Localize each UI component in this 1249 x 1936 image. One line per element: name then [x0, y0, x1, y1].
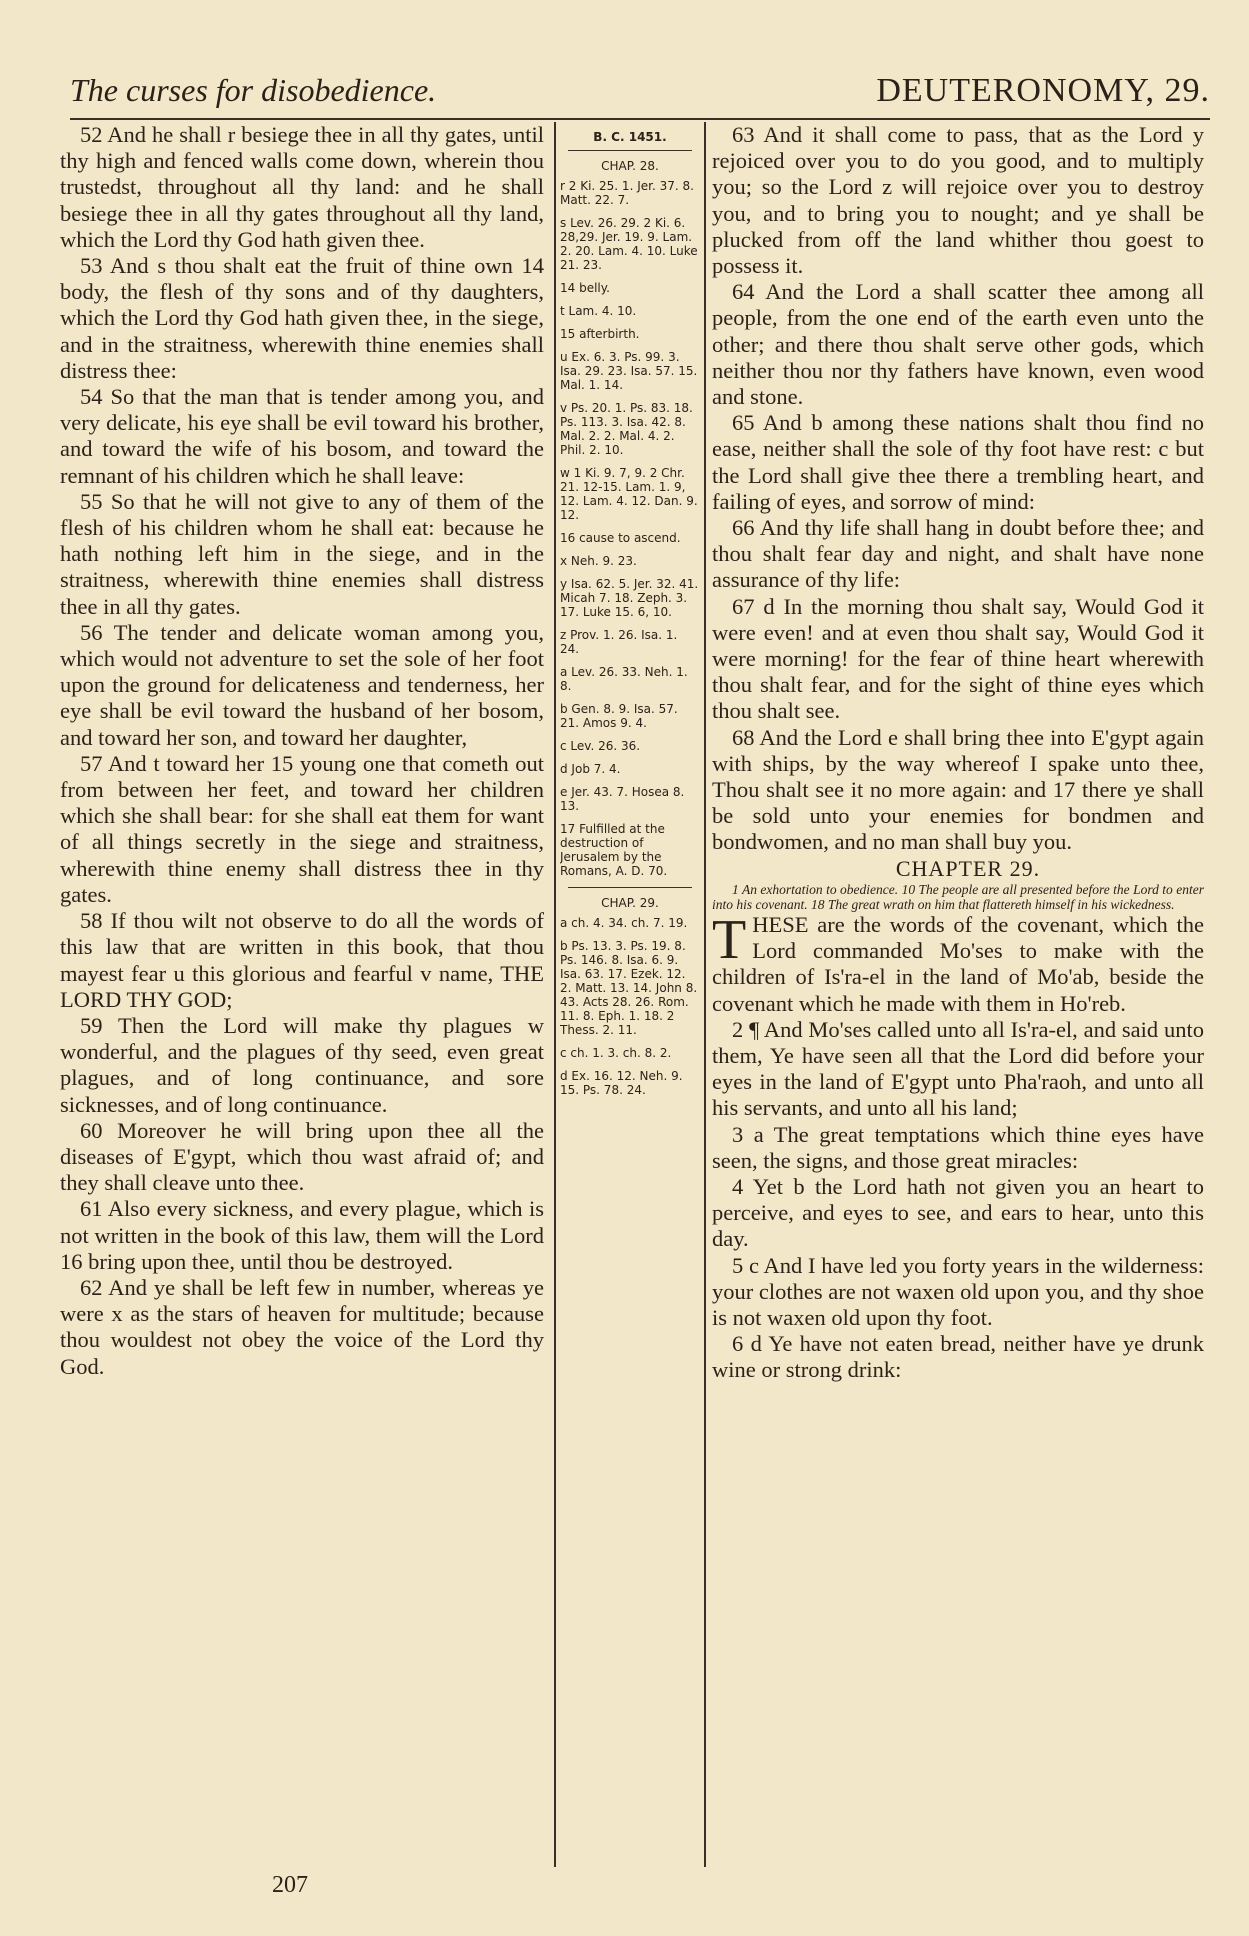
cross-reference: x Neh. 9. 23.: [560, 554, 637, 568]
verse: 54 So that the man that is tender among you, and very delicate, his eye shall be evil toward his brother, and toward the wife of his bosom, and toward the remnant of his children which he shall leave:: [60, 384, 544, 488]
cross-reference: u Ex. 6. 3. Ps. 99. 3. Isa. 29. 23. Isa. 57. 15. Mal. 1. 14.: [560, 350, 698, 392]
verse: 64 And the Lord a shall scatter thee among all people, from the one end of the earth even unto the other; and there thou shalt serve other gods, which neither thou nor thy fathers have known, even wood and stone.: [712, 279, 1204, 410]
cross-reference: b Gen. 8. 9. Isa. 57. 21. Amos 9. 4.: [560, 702, 678, 730]
right-text-column: [712, 122, 1204, 1867]
verse: 62 And ye shall be left few in number, whereas ye were x as the stars of heaven for multitude; because thou wouldest not obey the voice of the Lord thy God.: [60, 1274, 544, 1379]
verse: 6 d Ye have not eaten bread, neither have ye drunk wine or strong drink:: [712, 1331, 1204, 1383]
date-rule: [568, 150, 692, 151]
verse: 66 And thy life shall hang in doubt before thee; and thou shalt fear day and night, and shalt have none assurance of thy life:: [712, 515, 1204, 593]
cross-reference: d Ex. 16. 12. Neh. 9. 15. Ps. 78. 24.: [560, 1069, 683, 1097]
cross-reference: c Lev. 26. 36.: [560, 739, 641, 753]
verse: 55 So that he will not give to any of them of the flesh of his children whom he shall eat: because he hath nothing left him in the siege, and in the straitness, wherewith thine enemies shall distress thee in all thy gates.: [60, 488, 544, 619]
chapter-rule: [568, 887, 692, 888]
cross-reference-column: [560, 124, 700, 1864]
left-text-column: [60, 122, 544, 1867]
verse: 59 Then the Lord will make thy plagues w wonderful, and the plagues of thy seed, even great plagues, and of long continuance, and sore sicknesses, and of long continuance.: [60, 1012, 544, 1117]
verse: 68 And the Lord e shall bring thee into E'gypt again with ships, by the way whereof I spake unto thee, Thou shalt see it no more again: and 17 there ye shall be sold unto your enemies for bondmen and bondwomen, and no man shall buy you.: [712, 724, 1204, 855]
verse: 65 And b among these nations shalt thou find no ease, neither shall the sole of thy foot have rest: c but the Lord shall give thee there a trembling heart, and failing of eyes, and sorrow of mind:: [712, 410, 1204, 514]
cross-reference: z Prov. 1. 26. Isa. 1. 24.: [560, 628, 678, 656]
verse: 60 Moreover he will bring upon thee all the diseases of E'gypt, which thou wast afraid of; and they shall cleave unto thee.: [60, 1117, 544, 1196]
cross-reference: 16 cause to ascend.: [560, 531, 681, 545]
verse: 4 Yet b the Lord hath not given you an heart to perceive, and eyes to see, and ears to hear, unto this day.: [712, 1173, 1204, 1252]
cross-reference: w 1 Ki. 9. 7, 9. 2 Chr. 21. 12-15. Lam. 1. 9, 12. Lam. 4. 12. Dan. 9. 12.: [560, 466, 698, 522]
cross-reference: c ch. 1. 3. ch. 8. 2.: [560, 1046, 672, 1060]
cross-reference: v Ps. 20. 1. Ps. 83. 18. Ps. 113. 3. Isa. 42. 8. Mal. 2. 2. Mal. 4. 2. Phil. 2. 10.: [560, 401, 693, 457]
column-divider-left: [554, 122, 556, 1867]
cross-reference: a ch. 4. 34. ch. 7. 19.: [560, 916, 688, 930]
drop-cap: T: [712, 908, 747, 971]
chapter-ref-label: CHAP. 29.: [601, 896, 659, 910]
cross-reference: e Jer. 43. 7. Hosea 8. 13.: [560, 785, 685, 813]
cross-reference: 15 afterbirth.: [560, 327, 640, 341]
chapter-ref-label: CHAP. 28.: [601, 159, 659, 173]
verse: 52 And he shall r besiege thee in all thy gates, until thy high and fenced walls come down, wherein thou trustedst, throughout all thy land: and he shall besiege thee in all thy gates throughout all thy land, which the Lord thy God hath given thee.: [60, 122, 544, 252]
verse: 58 If thou wilt not observe to do all the words of this law that are written in this book, that thou mayest fear u this glorious and fearful v name, THE LORD THY GOD;: [60, 908, 544, 1012]
verse: 3 a The great temptations which thine eyes have seen, the signs, and those great miracles:: [712, 1121, 1204, 1173]
running-title: The curses for disobedience.: [70, 72, 437, 108]
verse: 57 And t toward her 15 young one that cometh out from between her feet, and toward her children which she shall bear: for she shall eat them for want of all things secretly in the siege and straitness, wherewith thine enemy shall distress thee in thy gates.: [60, 750, 544, 907]
cross-reference: s Lev. 26. 29. 2 Ki. 6. 28,29. Jer. 19. 9. Lam. 2. 20. Lam. 4. 10. Luke 21. 23.: [560, 216, 698, 272]
header-rule: [70, 118, 1210, 120]
cross-reference: y Isa. 62. 5. Jer. 32. 41. Micah 7. 18. Zeph. 3. 17. Luke 15. 6, 10.: [560, 577, 699, 619]
page-header: [70, 72, 1210, 122]
verse: 5 c And I have led you forty years in the wilderness: your clothes are not waxen old upon you, and thy shoe is not waxen old upon thy foot.: [712, 1252, 1204, 1330]
date-label: B. C. 1451.: [593, 130, 667, 144]
column-divider-right: [704, 122, 706, 1867]
opening-text: HESE are the words of the covenant, which the Lord commanded Mo'ses to make with the children of Is'ra-el in the land of Mo'ab, beside the covenant which he made with them in Ho'reb.: [712, 911, 1204, 1016]
cross-reference: b Ps. 13. 3. Ps. 19. 8. Ps. 146. 8. Isa. 6. 9. Isa. 63. 17. Ezek. 12. 2. Matt. 13. 14. John 8. 43. Acts 28. 26. Rom. 11. 8. Eph. 1. 18. 2 Thess. 2. 11.: [560, 939, 698, 1037]
cross-reference: t Lam. 4. 10.: [560, 304, 637, 318]
chapter-title: CHAPTER 29.: [895, 855, 1041, 881]
page-number: 207: [272, 1872, 308, 1898]
cross-reference: d Job 7. 4.: [560, 762, 621, 776]
cross-reference: a Lev. 26. 33. Neh. 1. 8.: [560, 665, 688, 693]
verse: 61 Also every sickness, and every plague, which is not written in the book of this law, them will the Lord 16 bring upon thee, until thou be destroyed.: [60, 1196, 544, 1274]
verse: 2 ¶ And Mo'ses called unto all Is'ra-el, and said unto them, Ye have seen all that the Lord did before your eyes in the land of E'gypt unto Pha'raoh, and unto all his servants, and unto all his land;: [712, 1016, 1204, 1121]
cross-reference: r 2 Ki. 25. 1. Jer. 37. 8. Matt. 22. 7.: [560, 179, 694, 207]
book-chapter-heading: DEUTERONOMY, 29.: [876, 72, 1210, 109]
verse: 63 And it shall come to pass, that as the Lord y rejoiced over you to do you good, and to multiply you; so the Lord z will rejoice over you to destroy you, and to bring you to nought; and ye shall be plucked from off the land whither thou goest to possess it.: [712, 122, 1204, 279]
verse: 53 And s thou shalt eat the fruit of thine own 14 body, the flesh of thy sons and of thy daughters, which the Lord thy God hath given thee, in the siege, and in the straitness, wherewith thine enemies shall distress thee:: [60, 253, 544, 383]
verse: 56 The tender and delicate woman among you, which would not adventure to set the sole of her foot upon the ground for delicateness and tenderness, her eye shall be evil toward the husband of her bosom, and toward her son, and toward her daughter,: [60, 619, 544, 750]
chapter-summary: 1 An exhortation to obedience. 10 The people are all presented before the Lord to enter into his covenant. 18 The great wrath on him that flattereth himself in his wickedness.: [712, 881, 1204, 912]
verse: 67 d In the morning thou shalt say, Would God it were even! and at even thou shalt say, Would God it were morning! for the fear of thine heart wherewith thou shalt fear, and for the sight of thine eyes which thou shalt see.: [712, 593, 1204, 724]
cross-reference: 14 belly.: [560, 281, 610, 295]
chapter-opening-verse: [712, 908, 1204, 1017]
cross-reference: 17 Fulfilled at the destruction of Jerusalem by the Romans, A. D. 70.: [560, 822, 668, 878]
